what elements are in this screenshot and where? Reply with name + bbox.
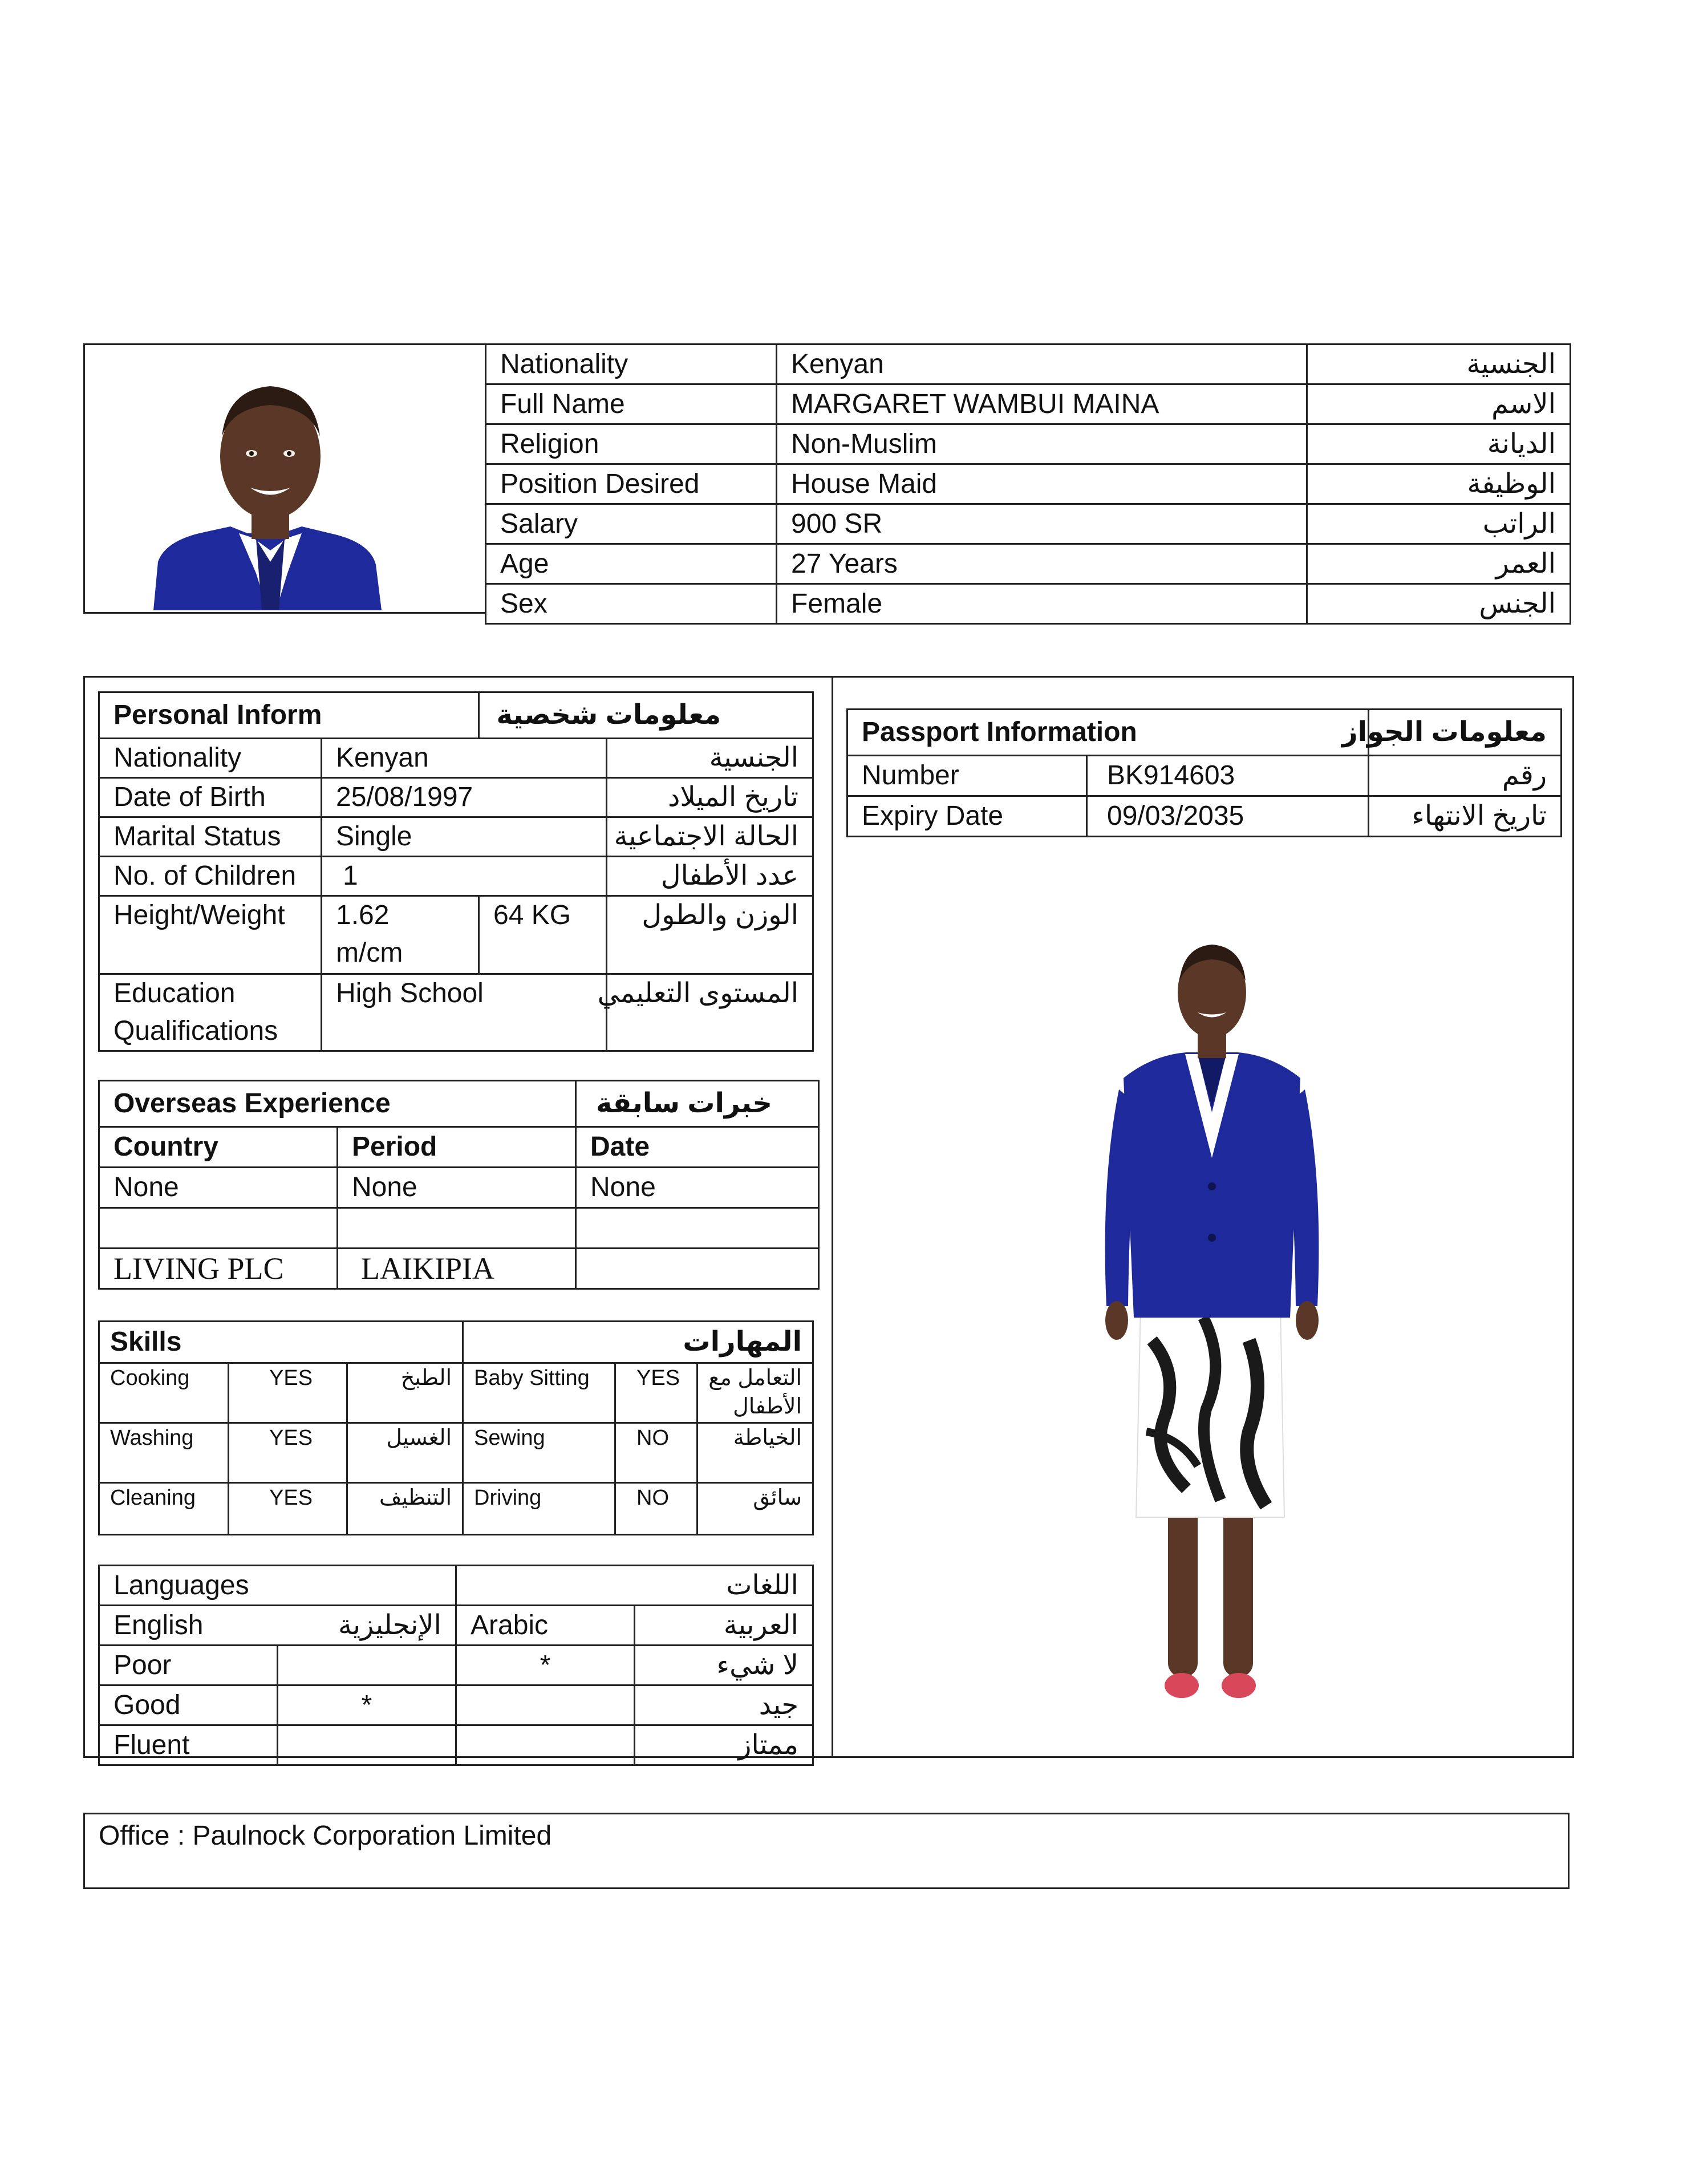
table-row [99, 1725, 813, 1765]
children-arabic: عدد الأطفال [607, 857, 813, 896]
table-row [99, 739, 813, 778]
table-row [99, 857, 813, 896]
table-row [99, 974, 813, 1051]
languages-title-arabic: اللغات [456, 1566, 813, 1606]
header-country: Country [99, 1127, 338, 1168]
height-value-line2: m/cm [336, 938, 403, 968]
table-row [99, 1322, 813, 1363]
table-row [847, 710, 1562, 756]
skill-baby-sitting-arabic-line2: الأطفال [733, 1395, 802, 1419]
education-label-line1: Education [113, 978, 236, 1008]
overseas-title-arabic: خبرات سابقة [576, 1081, 819, 1127]
full-name-value: MARGARET WAMBUI MAINA [777, 384, 1307, 424]
personal-info-table [98, 691, 814, 1052]
full-name-label: Full Name [486, 384, 777, 424]
weight-value: 64 KG [479, 896, 607, 974]
skill-washing: Washing [99, 1423, 229, 1483]
english-header [99, 1606, 456, 1646]
education-arabic: المستوى التعليمي [607, 974, 813, 1051]
period-cell [338, 1208, 576, 1249]
country-cell [99, 1208, 338, 1249]
table-row [99, 896, 813, 974]
country-cell: LIVING PLC [99, 1249, 338, 1289]
sex-arabic: الجنس [1307, 584, 1571, 624]
table-row [99, 1208, 819, 1249]
skill-cleaning-value: YES [229, 1483, 347, 1535]
passport-info-table [846, 708, 1562, 837]
height-weight-label: Height/Weight [99, 896, 322, 974]
table-row [99, 1566, 813, 1606]
position-arabic: الوظيفة [1307, 464, 1571, 504]
skill-cooking-value: YES [229, 1363, 347, 1423]
office-box [83, 1813, 1570, 1889]
arabic-fluent-mark [456, 1725, 635, 1765]
salary-value: 900 SR [777, 504, 1307, 544]
period-cell: None [338, 1168, 576, 1208]
position-value: House Maid [777, 464, 1307, 504]
arabic-label: Arabic [456, 1606, 635, 1646]
education-label [99, 974, 322, 1051]
table-row [486, 345, 1571, 384]
skill-sewing-value: NO [615, 1423, 697, 1483]
personal-title: Personal Inform [99, 692, 479, 739]
passport-expiry-value: 09/03/2035 [1087, 796, 1369, 837]
languages-table [98, 1565, 814, 1766]
age-value: 27 Years [777, 544, 1307, 584]
table-row [99, 1685, 813, 1725]
english-label-arabic: الإنجليزية [338, 1610, 441, 1640]
full-body-photo-svg [1084, 941, 1340, 1723]
skill-baby-sitting: Baby Sitting [463, 1363, 615, 1423]
passport-title-arabic: معلومات الجواز [1369, 710, 1562, 756]
level-good: Good [99, 1685, 278, 1725]
level-good-arabic: جيد [635, 1685, 813, 1725]
header-period: Period [338, 1127, 576, 1168]
level-fluent: Fluent [99, 1725, 278, 1765]
marital-label: Marital Status [99, 817, 322, 857]
portrait-photo [85, 345, 485, 612]
salary-arabic: الراتب [1307, 504, 1571, 544]
english-good-mark: * [278, 1685, 456, 1725]
skill-cleaning: Cleaning [99, 1483, 229, 1535]
level-fluent-arabic: ممتاز [635, 1725, 813, 1765]
skill-baby-sitting-arabic [697, 1363, 813, 1423]
skills-table [98, 1320, 814, 1535]
age-label: Age [486, 544, 777, 584]
religion-arabic: الديانة [1307, 424, 1571, 464]
english-fluent-mark [278, 1725, 456, 1765]
skill-cooking-arabic: الطبخ [347, 1363, 463, 1423]
children-value: 1 [322, 857, 607, 896]
table-row [486, 424, 1571, 464]
details-divider [832, 676, 833, 1758]
table-row [486, 504, 1571, 544]
skill-washing-arabic: الغسيل [347, 1423, 463, 1483]
dob-arabic: تاريخ الميلاد [607, 778, 813, 817]
marital-arabic: الحالة الاجتماعية [607, 817, 813, 857]
passport-title: Passport Information [847, 710, 1369, 756]
table-row [486, 544, 1571, 584]
dob-value: 25/08/1997 [322, 778, 607, 817]
date-cell [576, 1208, 819, 1249]
skill-sewing: Sewing [463, 1423, 615, 1483]
religion-value: Non-Muslim [777, 424, 1307, 464]
skill-cooking: Cooking [99, 1363, 229, 1423]
nationality-value: Kenyan [322, 739, 607, 778]
salary-label: Salary [486, 504, 777, 544]
skill-driving-value: NO [615, 1483, 697, 1535]
languages-title: Languages [99, 1566, 456, 1606]
position-label: Position Desired [486, 464, 777, 504]
nationality-arabic: الجنسية [607, 739, 813, 778]
education-label-line2: Qualifications [113, 1016, 278, 1046]
skill-sewing-arabic: الخياطة [697, 1423, 813, 1483]
passport-expiry-arabic: تاريخ الانتهاء [1369, 796, 1562, 837]
arabic-label-arabic: العربية [635, 1606, 813, 1646]
nationality-label: Nationality [99, 739, 322, 778]
education-value: High School [322, 974, 607, 1051]
table-row [486, 584, 1571, 624]
english-poor-mark [278, 1646, 456, 1685]
passport-number-arabic: رقم [1369, 756, 1562, 796]
passport-expiry-label: Expiry Date [847, 796, 1087, 837]
table-row [99, 1249, 819, 1289]
skill-baby-sitting-arabic-line1: التعامل مع [708, 1366, 802, 1390]
header-date: Date [576, 1127, 819, 1168]
table-row [99, 1606, 813, 1646]
arabic-good-mark [456, 1685, 635, 1725]
table-row [847, 756, 1562, 796]
table-row [99, 1646, 813, 1685]
full-body-photo [1084, 941, 1340, 1723]
english-label: English [113, 1610, 204, 1640]
sex-value: Female [777, 584, 1307, 624]
skill-driving-arabic: سائق [697, 1483, 813, 1535]
portrait-photo-cell [83, 343, 486, 614]
marital-value: Single [322, 817, 607, 857]
religion-label: Religion [486, 424, 777, 464]
table-row [847, 796, 1562, 837]
table-row [486, 464, 1571, 504]
personal-title-arabic: معلومات شخصية [479, 692, 813, 739]
table-row [486, 384, 1571, 424]
passport-number-value: BK914603 [1087, 756, 1369, 796]
table-row [99, 1081, 819, 1127]
table-row [99, 1127, 819, 1168]
age-arabic: العمر [1307, 544, 1571, 584]
level-poor: Poor [99, 1646, 278, 1685]
nationality-arabic: الجنسية [1307, 345, 1571, 384]
skill-washing-value: YES [229, 1423, 347, 1483]
arabic-poor-mark: * [456, 1646, 635, 1685]
nationality-value: Kenyan [777, 345, 1307, 384]
office-text: Office : Paulnock Corporation Limited [99, 1821, 552, 1851]
height-value [322, 896, 479, 974]
period-cell: LAIKIPIA [338, 1249, 576, 1289]
skill-driving: Driving [463, 1483, 615, 1535]
height-value-line1: 1.62 [336, 900, 390, 930]
skill-baby-sitting-value: YES [615, 1363, 697, 1423]
date-cell: None [576, 1168, 819, 1208]
children-label: No. of Children [99, 857, 322, 896]
passport-number-label: Number [847, 756, 1087, 796]
full-name-arabic: الاسم [1307, 384, 1571, 424]
date-cell [576, 1249, 819, 1289]
table-row [99, 1363, 813, 1423]
sex-label: Sex [486, 584, 777, 624]
level-poor-arabic: لا شيء [635, 1646, 813, 1685]
overseas-experience-table [98, 1080, 820, 1290]
table-row [99, 778, 813, 817]
table-row [99, 1483, 813, 1535]
table-row [99, 817, 813, 857]
table-row [99, 1423, 813, 1483]
height-weight-arabic: الوزن والطول [607, 896, 813, 974]
table-row [99, 692, 813, 739]
overseas-title: Overseas Experience [99, 1081, 576, 1127]
dob-label: Date of Birth [99, 778, 322, 817]
table-row [99, 1168, 819, 1208]
skill-cleaning-arabic: التنظيف [347, 1483, 463, 1535]
skills-title-arabic: المهارات [463, 1322, 813, 1363]
country-cell: None [99, 1168, 338, 1208]
nationality-label: Nationality [486, 345, 777, 384]
top-info-table [485, 343, 1571, 625]
skills-title: Skills [99, 1322, 463, 1363]
